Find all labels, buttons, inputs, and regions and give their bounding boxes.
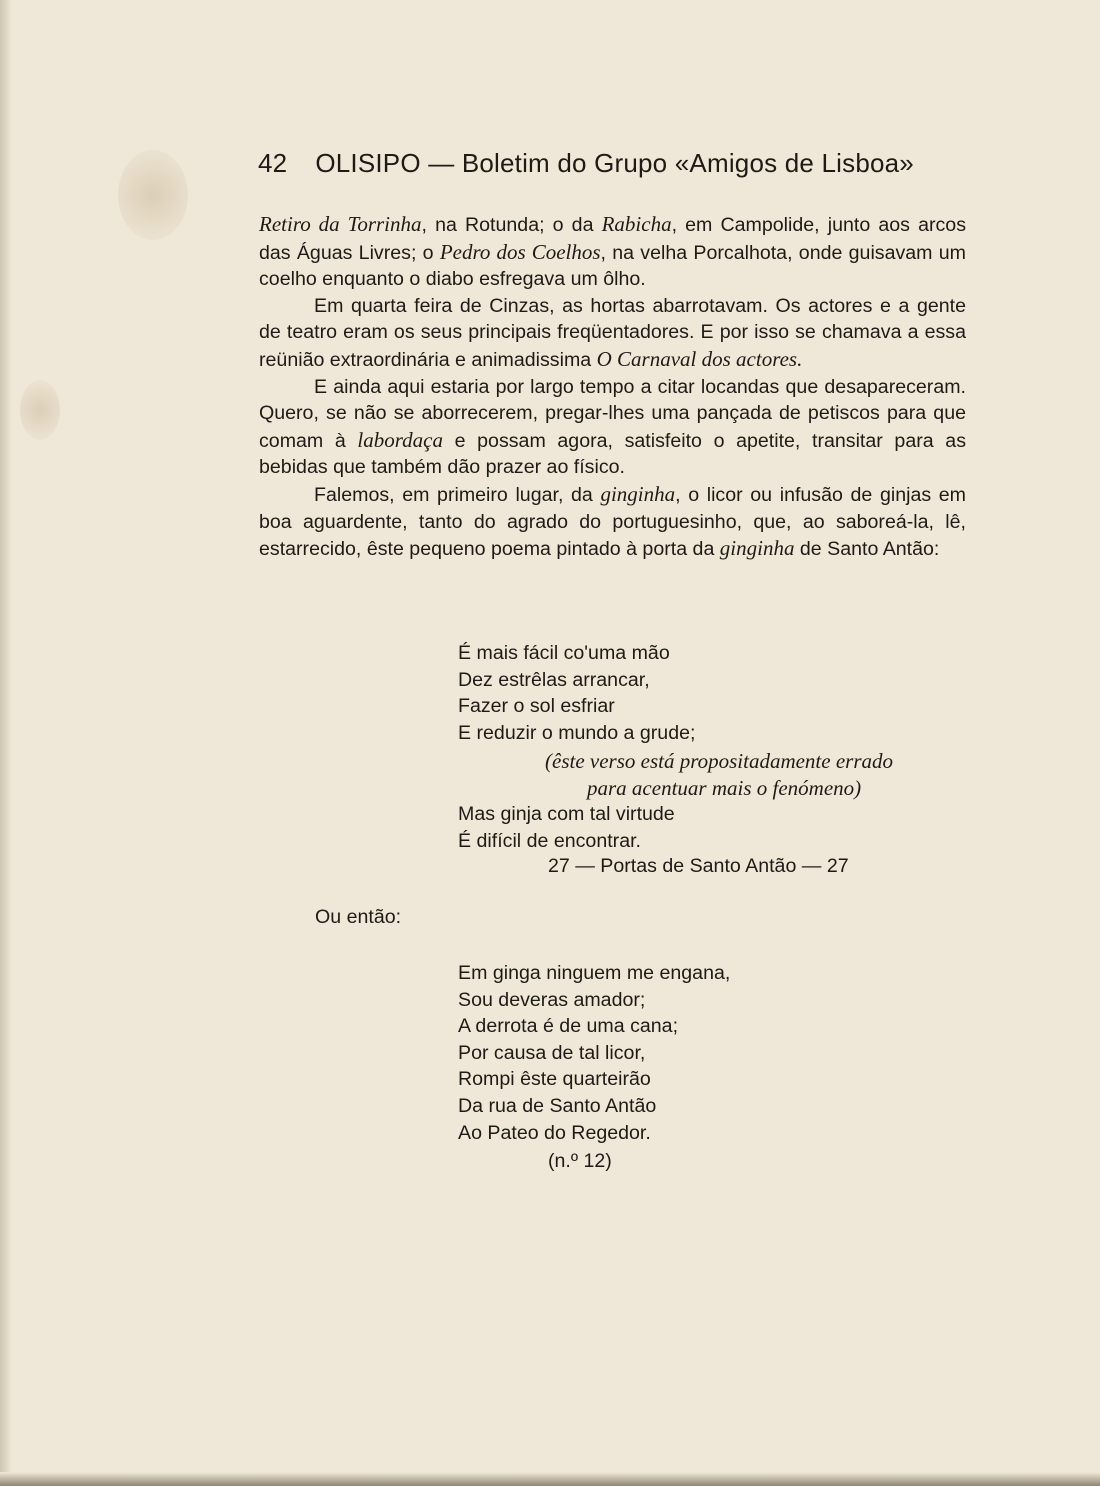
text-run: , na velha Porcalhota, onde guisavam um coelho enquanto o diabo esfregava um ôlho. — [259, 241, 966, 291]
place-name: Pedro dos Coelhos — [439, 239, 601, 264]
text-run: Falemos, em primeiro lugar, da — [314, 483, 601, 506]
poem-line: Dez estrêlas arrancar, — [458, 668, 650, 691]
text-run: Em quarta feira de Cinzas, as hortas abarrotavam. Os actores e a gente de teatro eram os seus principais freqüentadores. E por isso se chamava a essa reünião extraordinária e animadissima — [259, 294, 966, 371]
text-run: E ainda aqui estaria por largo tempo a citar locandas que desapareceram. Quero, se não se aborrecerem, pregar-lhes uma pançada de petiscos para que comam à — [259, 375, 966, 452]
text-run: , na Rotunda; o da — [421, 214, 602, 236]
poem-note-line: (êste verso está propositadamente errado — [545, 749, 893, 773]
poem-line: Fazer o sol esfriar — [458, 695, 615, 718]
poem-note-line: para acentuar mais o fenómeno) — [587, 775, 862, 800]
poem-2 — [458, 960, 730, 1146]
emphasis: O Carnaval dos actores. — [596, 346, 803, 371]
page-number: 42 — [258, 148, 288, 178]
poem-1 — [458, 640, 695, 746]
text-run: de Santo Antão: — [794, 538, 940, 561]
poem-line: A derrota é de uma cana; — [458, 1015, 679, 1038]
poem-reference: (n.º 12) — [548, 1150, 612, 1172]
paragraph-4 — [259, 481, 966, 563]
poem-line: Da rua de Santo Antão — [458, 1094, 657, 1117]
text-run: , o licor ou infusão de ginjas em boa aguardente, tanto do agrado do portuguesinho, que, ao saboreá-la, lê, estarrecido, êste pequeno poema pintado à porta da — [259, 483, 966, 561]
running-header — [258, 148, 914, 179]
paragraph-1 — [259, 211, 966, 293]
poem-note — [545, 748, 965, 801]
poem-signature: 27 — Portas de Santo Antão — 27 — [548, 855, 849, 877]
poem-line: É mais fácil co'uma mão — [458, 642, 670, 664]
poem-line: Em ginga ninguem me engana, — [458, 962, 731, 984]
poem-line: Rompi êste quarteirão — [458, 1068, 651, 1091]
poem-line: É difícil de encontrar. — [458, 829, 641, 852]
emphasis: ginginha — [600, 481, 676, 506]
poem-line: E reduzir o mundo a grude; — [458, 721, 696, 744]
poem-line: Mas ginja com tal virtude — [458, 803, 675, 825]
emphasis: ginginha — [719, 536, 795, 561]
emphasis: labordaça — [357, 427, 443, 452]
transition-text: Ou então: — [315, 906, 402, 928]
body-text — [259, 211, 966, 563]
poem-line: Ao Pateo do Regedor. — [458, 1121, 651, 1144]
poem-line: Por causa de tal licor, — [458, 1041, 646, 1064]
running-title: OLISIPO — Boletim do Grupo «Amigos de Lisboa» — [315, 148, 914, 178]
text-run: , em Campolide, junto aos arcos das Águas Livres; o — [259, 214, 966, 264]
poem-1-continued — [458, 801, 675, 854]
place-name: Retiro da Torrinha — [259, 212, 422, 236]
paragraph-2 — [259, 293, 966, 374]
poem-line: Sou deveras amador; — [458, 988, 646, 1011]
paragraph-3 — [259, 374, 966, 481]
place-name: Rabicha — [601, 212, 672, 236]
text-run: e possam agora, satisfeito o apetite, transitar para as bebidas que também dão prazer ao físico. — [259, 429, 966, 479]
